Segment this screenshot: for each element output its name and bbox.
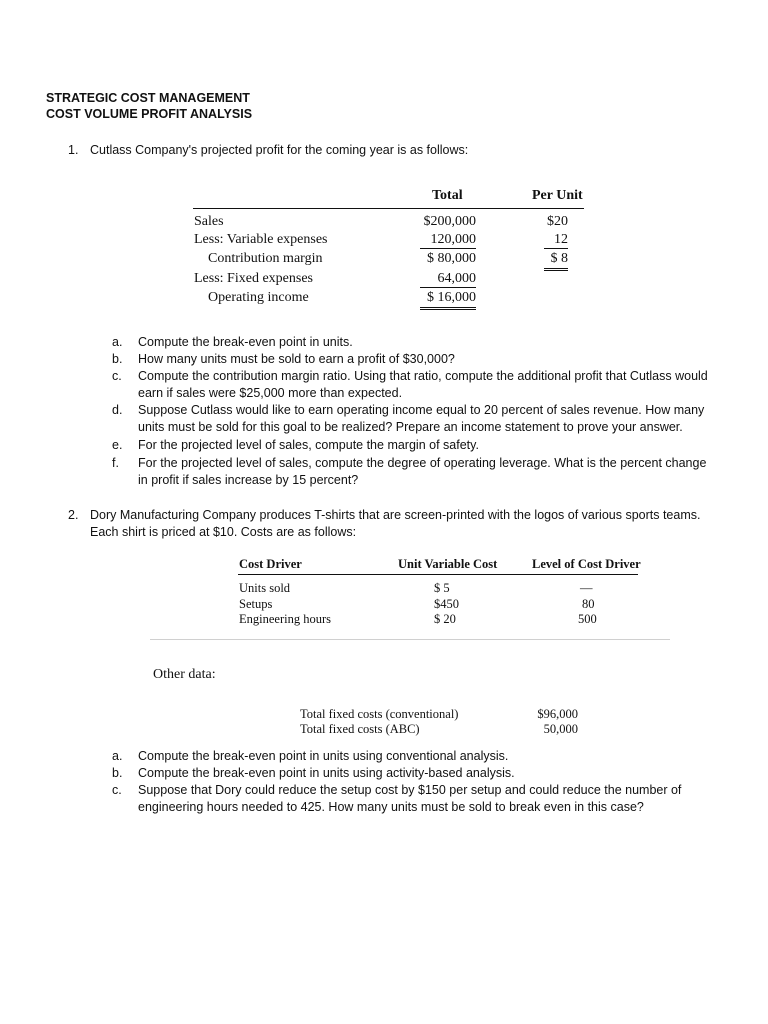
row-label-contribution-margin: Contribution margin: [208, 251, 323, 266]
col-header-per-unit: Per Unit: [532, 188, 583, 203]
q1-part-e-text: For the projected level of sales, compute the margin of safety.: [138, 438, 479, 452]
unit-cost-engineering-hours: $ 20: [434, 612, 456, 626]
fixed-costs-abc-value: 50,000: [543, 722, 578, 736]
q1-part-e-letter: e.: [112, 438, 123, 452]
level-engineering-hours: 500: [578, 612, 597, 626]
q2-part-b: [112, 765, 732, 783]
q2-part-a-text: Compute the break-even point in units using conventional analysis.: [138, 749, 509, 763]
q2-part-a: [112, 748, 732, 766]
title-line-1: STRATEGIC COST MANAGEMENT: [46, 91, 250, 105]
q1-part-b-letter: b.: [112, 352, 123, 366]
unit-cost-units-sold: $ 5: [434, 581, 450, 595]
q1-part-a-letter: a.: [112, 335, 123, 349]
driver-engineering-hours: Engineering hours: [239, 612, 331, 626]
level-setups: 80: [582, 597, 595, 611]
fixed-costs-conventional-value: $96,000: [537, 707, 578, 721]
per-unit-variable-expenses: 12: [544, 232, 568, 249]
title-line-2: COST VOLUME PROFIT ANALYSIS: [46, 107, 253, 121]
q1-part-a-text: Compute the break-even point in units.: [138, 335, 353, 349]
col-header-level-of-cost-driver: Level of Cost Driver: [532, 557, 641, 571]
row-label-operating-income: Operating income: [208, 290, 309, 305]
total-fixed-expenses: 64,000: [420, 271, 476, 288]
total-contribution-margin: $ 80,000: [427, 251, 476, 266]
question-1-number: 1.: [68, 143, 79, 157]
question-2-text: Dory Manufacturing Company produces T-shirts that are screen-printed with the logos of various sports teams. Each shirt is priced at $10. Costs are as follows:: [90, 508, 701, 539]
q2-part-b-letter: b.: [112, 766, 123, 780]
per-unit-sales: $20: [547, 214, 568, 229]
question-2-number: 2.: [68, 508, 79, 522]
total-sales: $200,000: [423, 214, 476, 229]
question-1-text: Cutlass Company's projected profit for the coming year is as follows:: [90, 143, 469, 157]
q2-part-c: [112, 782, 732, 816]
col-header-unit-variable-cost: Unit Variable Cost: [398, 557, 498, 571]
q1-part-b-text: How many units must be sold to earn a profit of $30,000?: [138, 352, 455, 366]
total-operating-income: $ 16,000: [420, 290, 476, 310]
fixed-costs-conventional-label: Total fixed costs (conventional): [300, 707, 459, 721]
per-unit-contribution-margin: $ 8: [544, 251, 568, 271]
col-header-total: Total: [432, 188, 463, 203]
q1-part-c-text: Compute the contribution margin ratio. Using that ratio, compute the additional profit that Cutlass would earn if sales were $25,000 more than expected.: [138, 369, 708, 400]
row-label-sales: Sales: [194, 214, 224, 229]
driver-setups: Setups: [239, 597, 273, 611]
level-units-sold: —: [580, 581, 593, 595]
row-label-fixed-expenses: Less: Fixed expenses: [194, 271, 313, 286]
q2-part-c-text: Suppose that Dory could reduce the setup cost by $150 per setup and could reduce the number of engineering hours needed to 425. How many units must be sold to break even in this case?: [138, 783, 682, 814]
q1-part-c-letter: c.: [112, 369, 122, 383]
driver-units-sold: Units sold: [239, 581, 291, 595]
q1-part-d-text: Suppose Cutlass would like to earn operating income equal to 20 percent of sales revenue. How many units must be sold for this goal to be realized? Prepare an income statement to prove your answer.: [138, 403, 705, 434]
other-data-label: Other data:: [153, 667, 216, 682]
q1-part-f-text: For the projected level of sales, compute the degree of operating leverage. What is the percent change in profit if sales increase by 15 percent?: [138, 456, 707, 487]
row-label-variable-expenses: Less: Variable expenses: [194, 232, 328, 247]
total-variable-expenses: 120,000: [420, 232, 476, 249]
q1-part-d-letter: d.: [112, 403, 123, 417]
q2-part-b-text: Compute the break-even point in units using activity-based analysis.: [138, 766, 515, 780]
unit-cost-setups: $450: [434, 597, 459, 611]
q2-part-a-letter: a.: [112, 749, 123, 763]
q2-part-c-letter: c.: [112, 783, 122, 797]
col-header-cost-driver: Cost Driver: [239, 557, 302, 571]
q1-part-f-letter: f.: [112, 456, 119, 470]
fixed-costs-abc-label: Total fixed costs (ABC): [300, 722, 420, 736]
